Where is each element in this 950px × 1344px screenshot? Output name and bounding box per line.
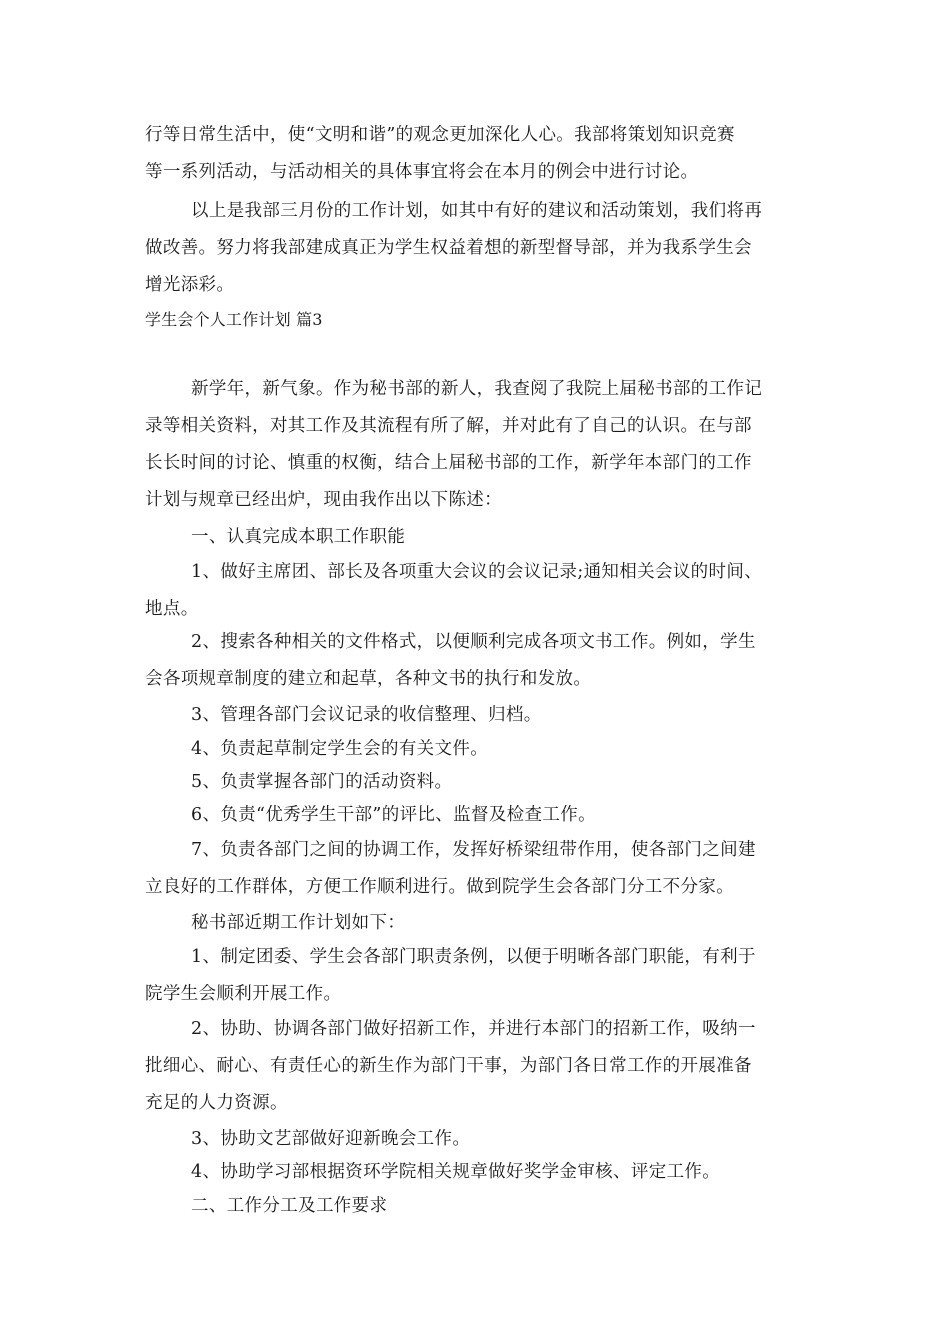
recent-item-1-cont: 院学生会顺利开展工作。: [145, 984, 342, 1004]
paragraph-line: 长长时间的讨论、慎重的权衡，结合上届秘书部的工作，新学年本部门的工作: [145, 453, 752, 473]
recent-item-2-cont: 充足的人力资源。: [145, 1093, 288, 1113]
paragraph-line: 录等相关资料，对其工作及其流程有所了解，并对此有了自己的认识。在与部: [145, 416, 752, 436]
duty-item-5: 5、负责掌握各部门的活动资料。: [191, 772, 453, 792]
paragraph-line: 做改善。努力将我部建成真正为学生权益着想的新型督导部，并为我系学生会: [145, 238, 752, 258]
section-title: 学生会个人工作计划 篇3: [145, 310, 323, 329]
paragraph-line: 计划与规章已经出炉，现由我作出以下陈述：: [145, 490, 502, 510]
recent-plan-heading: 秘书部近期工作计划如下：: [191, 913, 406, 933]
heading-2: 二、工作分工及工作要求: [191, 1196, 388, 1216]
duty-item-7-cont: 立良好的工作群体，方便工作顺利进行。做到院学生会各部门分工不分家。: [145, 877, 735, 897]
duty-item-2-cont: 会各项规章制度的建立和起草，各种文书的执行和发放。: [145, 669, 592, 689]
recent-item-2-cont: 批细心、耐心、有责任心的新生作为部门干事，为部门各日常工作的开展准备: [145, 1056, 752, 1076]
paragraph-line: 以上是我部三月份的工作计划，如其中有好的建议和活动策划，我们将再: [191, 201, 763, 221]
duty-item-6: 6、负责“优秀学生干部”的评比、监督及检查工作。: [191, 805, 596, 825]
paragraph-line: 新学年，新气象。作为秘书部的新人，我查阅了我院上届秘书部的工作记: [191, 379, 763, 399]
duty-item-3: 3、管理各部门会议记录的收信整理、归档。: [191, 705, 542, 725]
recent-item-3: 3、协助文艺部做好迎新晚会工作。: [191, 1129, 471, 1149]
recent-item-4: 4、协助学习部根据资环学院相关规章做好奖学金审核、评定工作。: [191, 1162, 721, 1182]
recent-item-1: 1、制定团委、学生会各部门职责条例，以便于明晰各部门职能，有利于: [191, 947, 756, 967]
heading-1: 一、认真完成本职工作职能: [191, 527, 406, 547]
duty-item-7: 7、负责各部门之间的协调工作，发挥好桥梁纽带作用，使各部门之间建: [191, 840, 756, 860]
paragraph-line: 行等日常生活中，使“文明和谐”的观念更加深化人心。我部将策划知识竞赛: [145, 125, 735, 145]
recent-item-2: 2、协助、协调各部门做好招新工作，并进行本部门的招新工作，吸纳一: [191, 1019, 756, 1039]
duty-item-1-cont: 地点。: [145, 599, 199, 619]
duty-item-4: 4、负责起草制定学生会的有关文件。: [191, 739, 489, 759]
paragraph-line: 等一系列活动，与活动相关的具体事宜将会在本月的例会中进行讨论。: [145, 162, 699, 182]
duty-item-1: 1、做好主席团、部长及各项重大会议的会议记录;通知相关会议的时间、: [191, 562, 763, 582]
paragraph-line: 增光添彩。: [145, 275, 235, 295]
duty-item-2: 2、搜索各种相关的文件格式，以便顺利完成各项文书工作。例如，学生: [191, 632, 756, 652]
